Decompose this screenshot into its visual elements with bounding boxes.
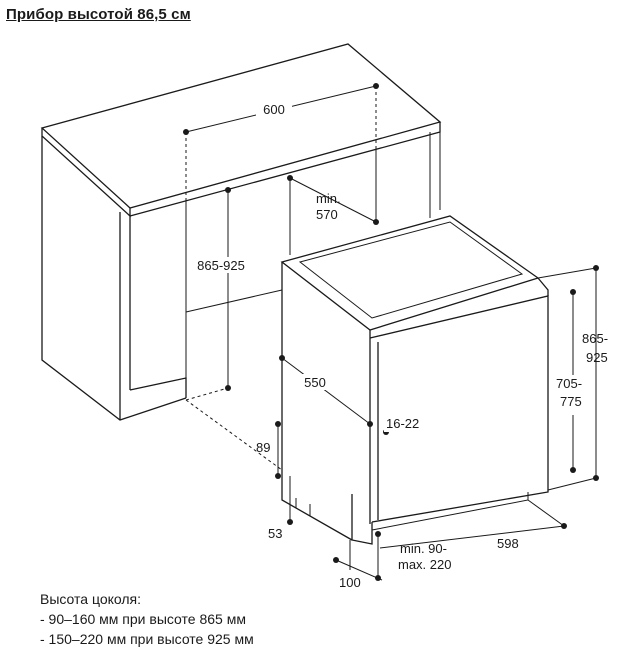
label-depth: 550 <box>304 375 326 390</box>
left-cabinet <box>42 132 440 420</box>
dimension-door-gap <box>383 416 424 435</box>
label-door-height-b: 775 <box>560 394 582 409</box>
label-plinth-min: min. 90- <box>400 541 447 556</box>
dimension-width-top <box>183 83 379 200</box>
label-niche-height: 865-925 <box>197 258 245 273</box>
page-title: Прибор высотой 86,5 см <box>6 6 191 23</box>
label-door-gap: 16-22 <box>386 416 420 431</box>
label-plinth-max: max. 220 <box>398 557 452 572</box>
notes-line-2: - 150–220 мм при высоте 925 мм <box>40 631 254 647</box>
label-foot-53: 53 <box>268 526 283 541</box>
dimension-depth <box>186 355 373 470</box>
plinth-height-notes <box>40 589 254 649</box>
dimension-niche-height <box>186 187 252 400</box>
label-width-bottom: 598 <box>497 536 519 551</box>
dimension-niche-depth <box>287 175 379 255</box>
notes-heading: Высота цоколя: <box>40 591 142 607</box>
label-niche-value: 570 <box>316 207 338 222</box>
notes-line-1: - 90–160 мм при высоте 865 мм <box>40 611 246 627</box>
label-niche-min: min. <box>316 191 341 206</box>
countertop <box>42 44 440 216</box>
label-door-height-a: 705- <box>556 376 583 391</box>
dimension-door-height <box>554 289 590 473</box>
label-plinth-depth: 100 <box>339 575 361 590</box>
label-height-right-b: 925 <box>586 350 608 365</box>
label-foot-89: 89 <box>256 440 271 455</box>
dimension-feet <box>256 421 293 541</box>
label-width-top: 600 <box>263 102 285 117</box>
label-height-right-a: 865- <box>582 331 609 346</box>
